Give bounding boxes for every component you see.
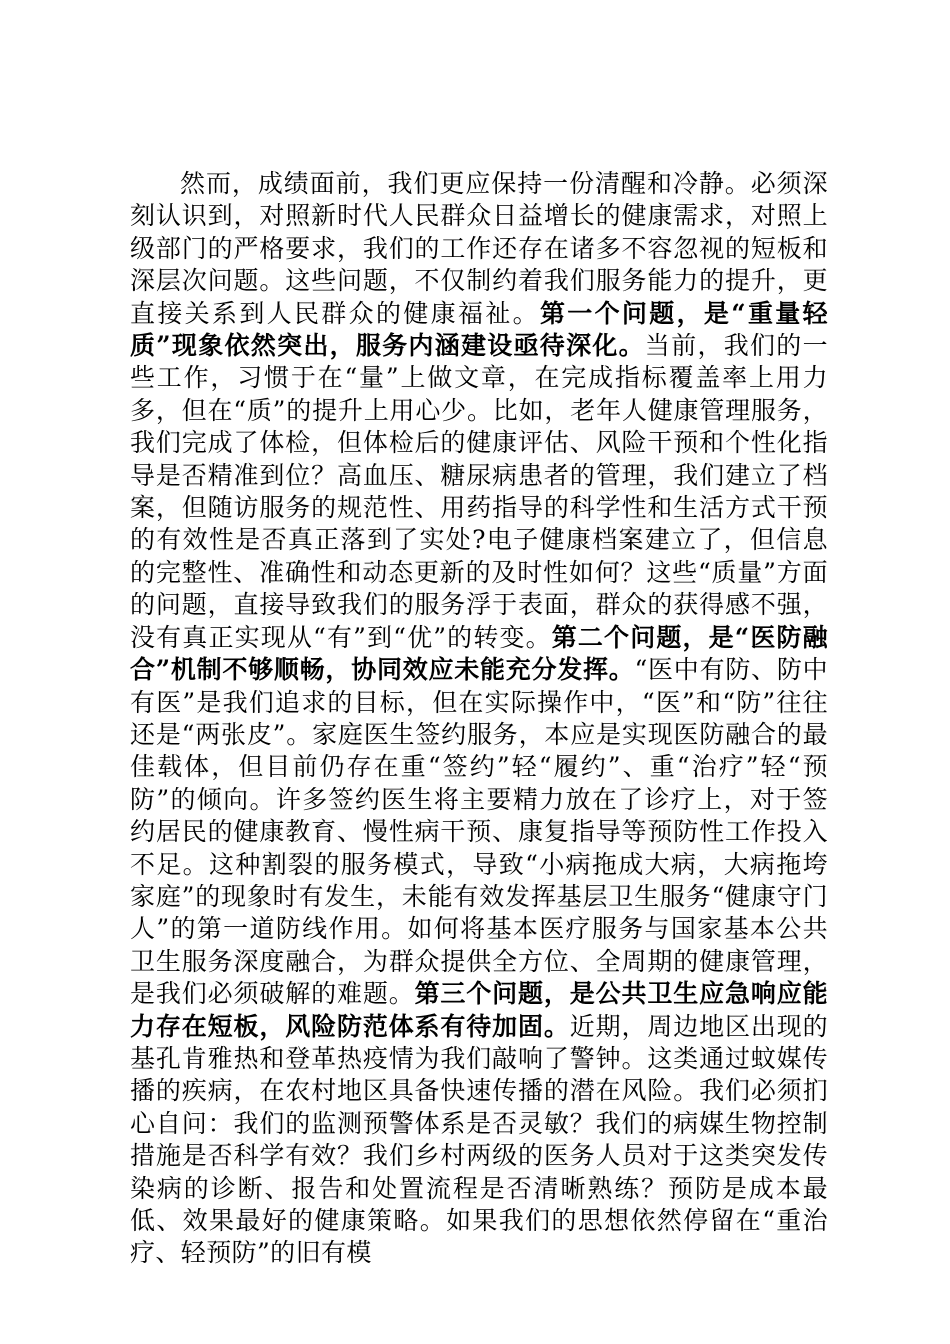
problem-two-heading: 第二个问题，是“医防融合”机制不够顺畅，协同效应未能充分发挥。 — [130, 622, 829, 685]
paragraph-text-segment: 当前，我们的一些工作，习惯于在“量”上做文章，在完成指标覆盖率上用力多，但在“质”的提升上用心少。比如，老年人健康管理服务，我们完成了体检，但体检后的健康评估、风险干预和个性化指导是否精准到位？高血压、糖尿病患者的管理，我们建立了档案，但随访服务的规范性、用药指导的科学性和生活方式干预的有效性是否真正落到了实处?电子健康档案建立了，但信息的完整性、准确性和动态更新的及时性如何？这些“质量”方面的问题，直接导致我们的服务浮于表面，群众的获得感不强，没有真正实现从“有”到“优”的转变。 — [130, 331, 828, 652]
problem-one-heading: 第一个问题，是“重量轻质”现象依然突出，服务内涵建设亟待深化。 — [130, 298, 828, 361]
paragraph-text-segment: “医中有防、防中有医”是我们追求的目标，但在实际操作中，“医”和“防”往往还是“两张皮”。家庭医生签约服务，本应是实现医防融合的最佳载体，但目前仍存在重“签约”轻“履约”、重“治疗”轻“预防”的倾向。许多签约医生将主要精力放在了诊疗上，对于签约居民的健康教育、慢性病干预、康复指导等预防性工作投入不足。这种割裂的服务模式，导致“小病拖成大病，大病拖垮家庭”的现象时有发生，未能有效发挥基层卫生服务“健康守门人”的第一道防线作用。如何将基本医疗服务与国家基本公共卫生服务深度融合，为群众提供全方位、全周期的健康管理，是我们必须破解的难题。 — [130, 655, 828, 1009]
body-paragraph — [130, 168, 828, 1270]
paragraph-text-segment: 近期，周边地区出现的基孔肯雅热和登革热疫情为我们敲响了警钟。这类通过蚊媒传播的疾病，在农村地区具备快速传播的潜在风险。我们必须扪心自问：我们的监测预警体系是否灵敏？我们的病媒生物控制措施是否科学有效？我们乡村两级的医务人员对于这类突发传染病的诊断、报告和处置流程是否清晰熟练？预防是成本最低、效果最好的健康策略。如果我们的思想依然停留在“重治疗、轻预防”的旧有模 — [130, 1011, 828, 1268]
problem-three-heading: 第三个问题，是公共卫生应急响应能力存在短板，风险防范体系有待加固。 — [130, 979, 828, 1041]
paragraph-text-segment: 然而，成绩面前，我们更应保持一份清醒和冷静。必须深刻认识到，对照新时代人民群众日益增长的健康需求，对照上级部门的严格要求，我们的工作还存在诸多不容忽视的短板和深层次问题。这些问题，不仅制约着我们服务能力的提升，更直接关系到人民群众的健康福祉。 — [130, 169, 828, 328]
